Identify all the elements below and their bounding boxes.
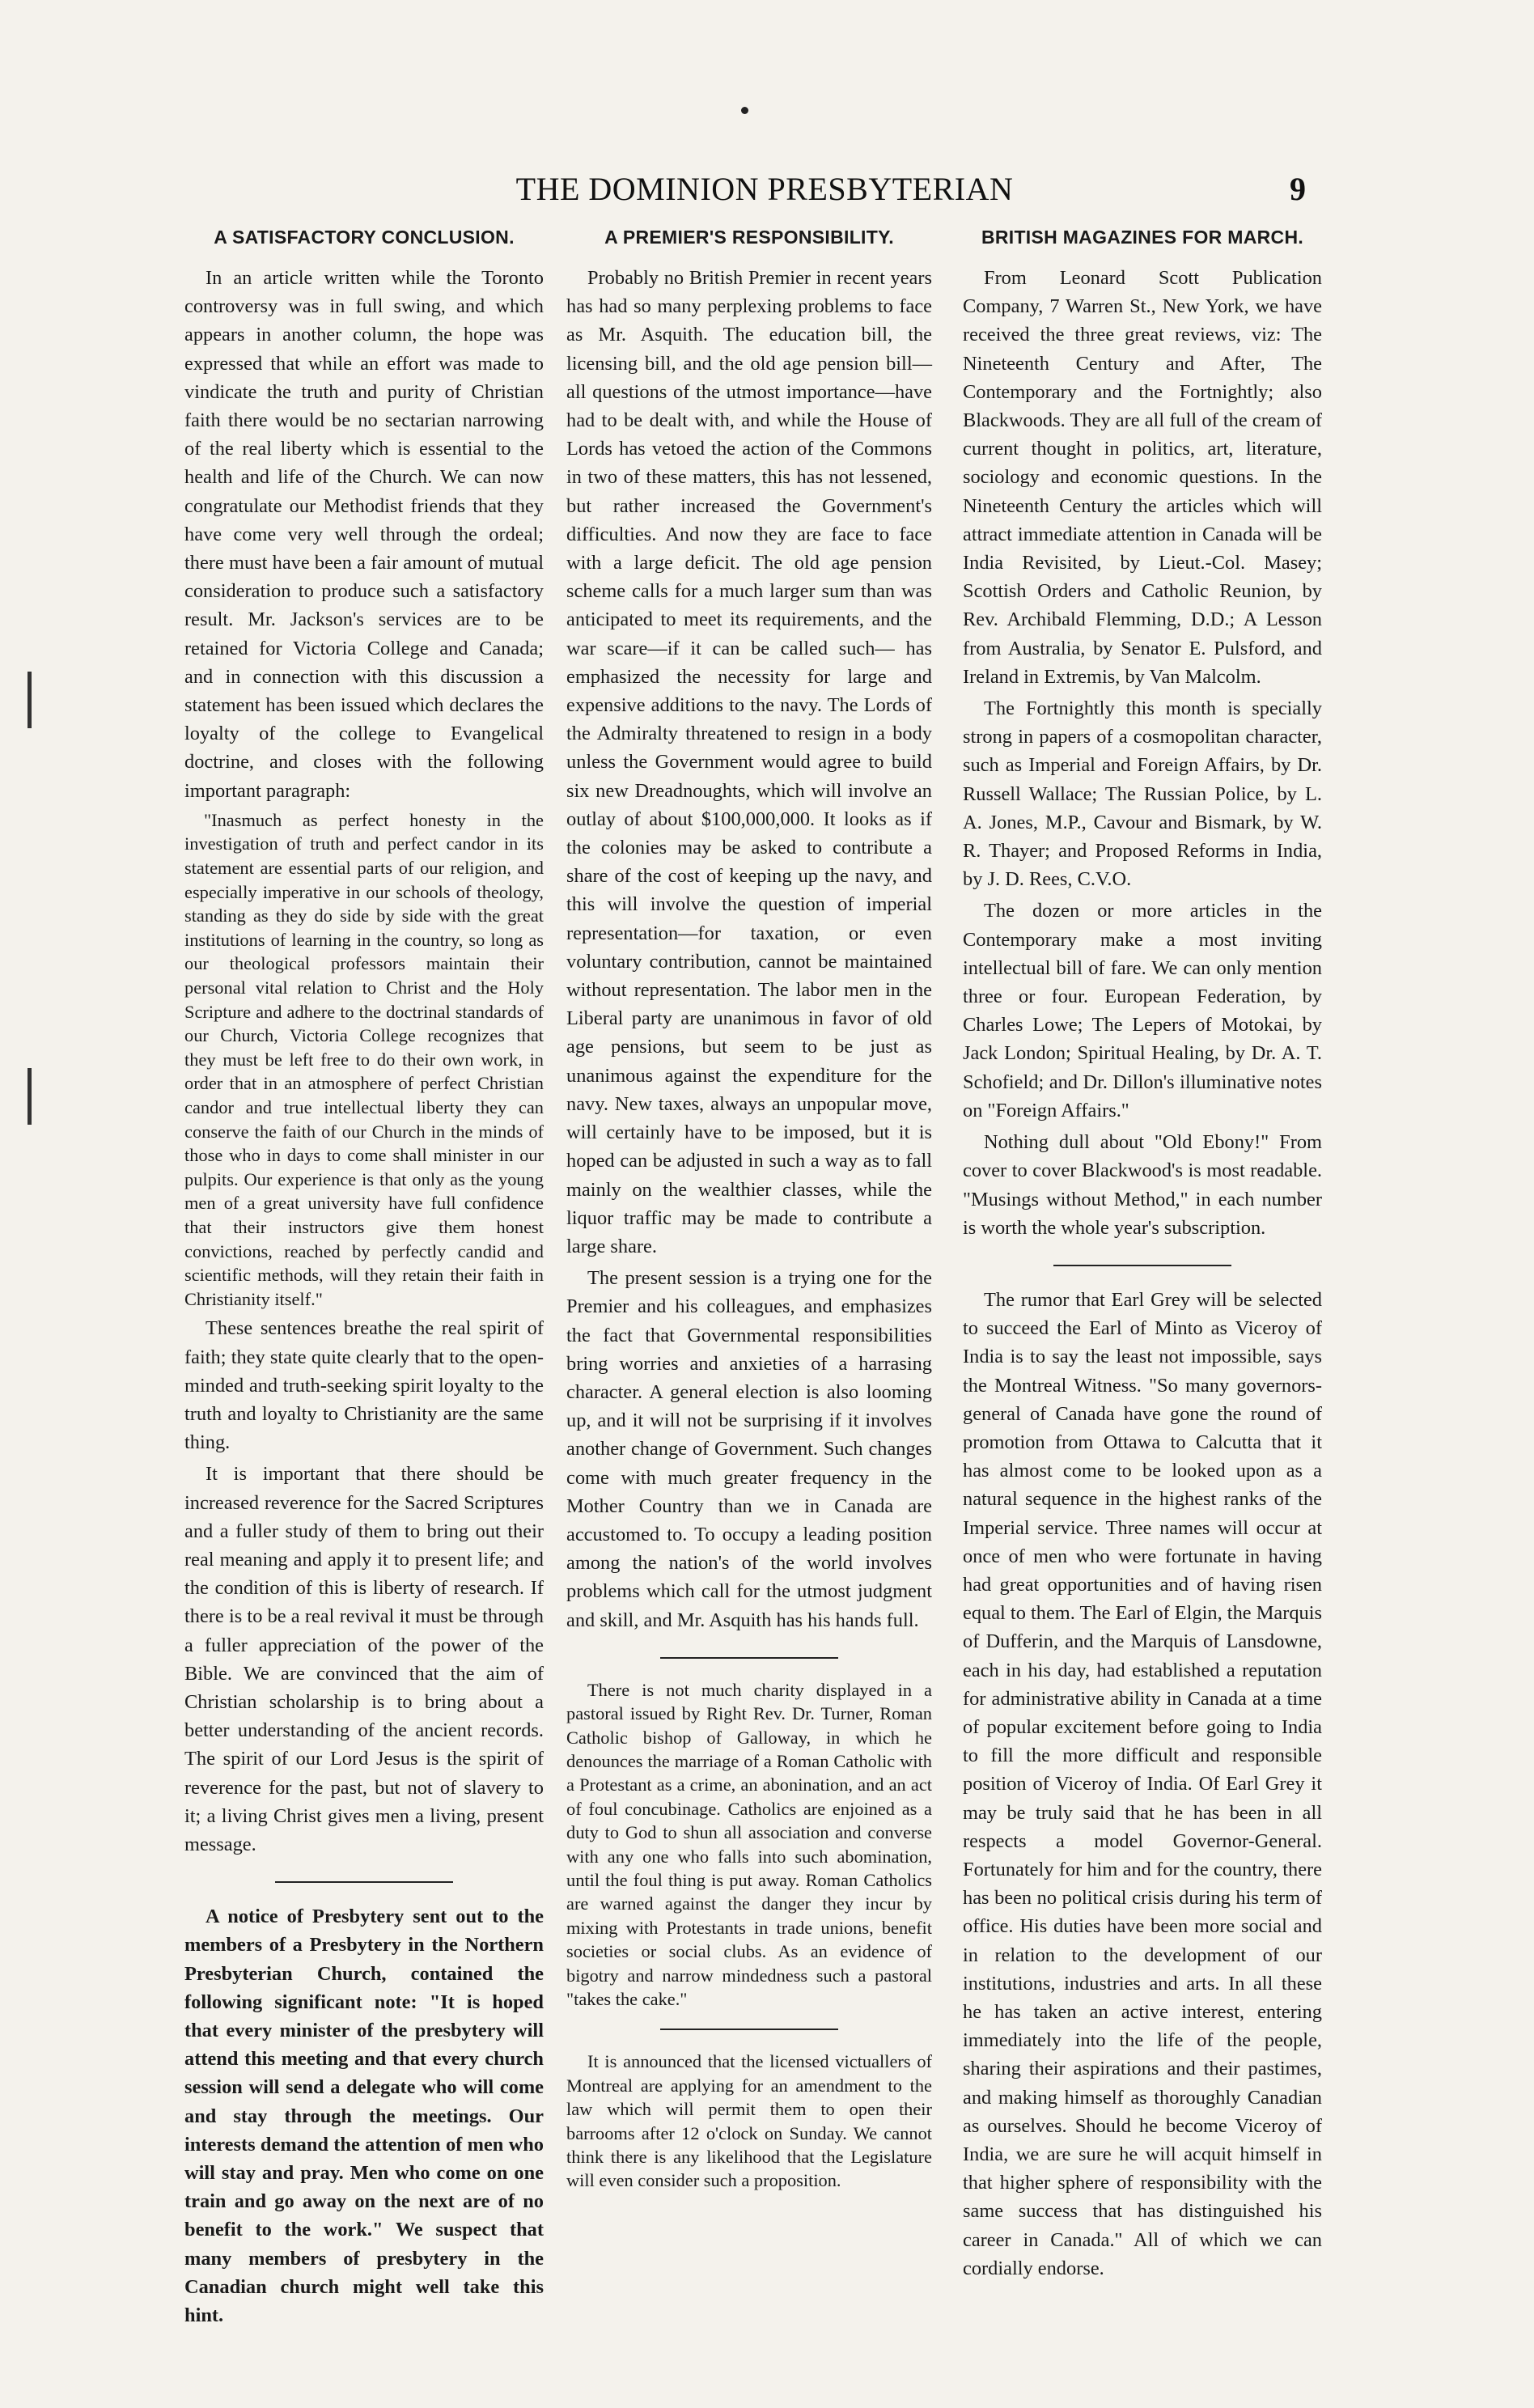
article-paragraph: From Leonard Scott Publication Company, 7 Warren St., New York, we have received the three great reviews, viz: The Nineteenth Century and After, The Contemporary and the Fortnightly; also Blackwoods. They are all full of the cream of current thought in politics, art, literature, sociology and economic questions. In the Nineteenth Century the articles which will attract immediate attention in Canada will be India Revisited, by Lieut.-Col. Masey; Scottish Orders and Catholic Reunion, by Rev. Archibald Flemming, D.D.; A Lesson from Australia, by Senator E. Pulsford, and Ireland in Extremis, by Van Malcolm. bbox=[963, 267, 1322, 688]
article-paragraph: It is important that there should be increased reverence for the Sacred Scriptures and a fuller study of them to bring out their real meaning and apply it to present life; and the condition of this is liberty of research. If there is to be a real revival it must be through a fuller appreciation of the power of the Bible. We are convinced that the aim of Christian scholarship is to bring about a better understanding of the ancient records. The spirit of our Lord Jesus is the spirit of reverence for the past, but not of slavery to it; a living Christ gives men a living, present message. bbox=[184, 1463, 544, 1855]
article-heading: BRITISH MAGAZINES FOR MARCH. bbox=[981, 227, 1304, 248]
article-paragraph: In an article written while the Toronto controversy was in full swing, and which appears in another column, the hope was expressed that while an effort was made to vindicate the truth and purity of Christian faith there would be no sectarian narrowing of the real liberty which is essential to the health and life of the Church. We can now congratulate our Methodist friends that they have come very well through the ordeal; there must have been a fair amount of mutual consideration to produce such a satisfactory result. Mr. Jackson's services are to be retained for Victoria College and Canada; and in connection with this discussion a statement has been issued which declares the loyalty of the college to Evangelical doctrine, and closes with the following important paragraph: bbox=[184, 267, 544, 802]
article-paragraph: There is not much charity displayed in a pastoral issued by Right Rev. Dr. Turner, Roman Catholic bishop of Galloway, in which he denounces the marriage of a Roman Catholic with a Protestant as a crime, an abonination, and an act of foul concubinage. Catholics are enjoined as a duty to God to shun all association and converse with any one who falls into such abomination, until the foul thing is put away. Roman Catholics are warned against the danger they incur by mixing with Protestants in trade unions, benefit societies or social clubs. As an evidence of bigotry and narrow mindedness such a pastoral "takes the cake." bbox=[566, 1679, 932, 2010]
article-heading: A PREMIER'S RESPONSIBILITY. bbox=[604, 227, 894, 248]
block-quote: "Inasmuch as perfect honesty in the investigation of truth and perfect candor in its statement are essential parts of our religion, and especially imperative in our schools of theology, standing as they do side by side with the great institutions of learning in the country, so long as our theological professors maintain their personal vital relation to Christ and the Holy Scripture and adhere to the doctrinal standards of our Church, Victoria College recognizes that they must be left free to do their own work, in order that in an atmosphere of perfect Christian candor and true intellectual liberty they can conserve the faith of our Church in the minds of those who in days to come shall minister in our pulpits. Our experience is that only as the young men of a great university have full confidence that their instructors give them honest convictions, reached by perfectly candid and scientific methods, will they retain their faith in Christianity itself." bbox=[184, 809, 544, 1309]
printer-dot bbox=[741, 107, 748, 114]
column-1 bbox=[184, 225, 544, 2333]
column-2 bbox=[566, 225, 932, 2196]
article-paragraph: It is announced that the licensed victuallers of Montreal are applying for an amendment to the law which will permit them to open their barrooms after 12 o'clock on Sunday. We cannot think there is any likelihood that the Legislature will even consider such a proposition. bbox=[566, 2051, 932, 2191]
masthead-title: THE DOMINION PRESBYTERIAN bbox=[515, 171, 1014, 207]
article-paragraph: The Fortnightly this month is specially strong in papers of a cosmopolitan character, such as Imperial and Foreign Affairs, by Dr. Russell Wallace; The Russian Police, by L. A. Jones, M.P., Cavour and Bismark, by W. R. Thayer; and Proposed Reforms in India, by J. D. Rees, C.V.O. bbox=[963, 697, 1322, 891]
column-3 bbox=[963, 225, 1322, 2286]
section-divider bbox=[660, 1657, 838, 1659]
section-divider bbox=[1053, 1265, 1231, 1266]
article-paragraph: The dozen or more articles in the Contemporary make a most inviting intellectual bill of fare. We can only mention three or four. European Federation, by Charles Lowe; The Lepers of Motokai, by Jack London; Spiritual Healing, by Dr. A. T. Schofield; and Dr. Dillon's illuminative notes on "Foreign Affairs." bbox=[963, 900, 1322, 1121]
article-paragraph: These sentences breathe the real spirit of faith; they state quite clearly that to the open-minded and truth-seeking spirit loyalty to the truth and loyalty to Christianity are the same thing. bbox=[184, 1317, 544, 1454]
section-divider bbox=[275, 1881, 453, 1883]
scan-binding-mark bbox=[28, 1068, 32, 1125]
article-paragraph: A notice of Presbytery sent out to the members of a Presbytery in the Northern Presbyterian Church, contained the following significant note: "It is hoped that every minister of the presbytery will attend this meeting and that every church session will send a delegate who will come and stay through the meetings. Our interests demand the attention of men who will stay and pray. Men who come on one train and go away on the next are of no benefit to the work." We suspect that many members of presbytery in the Canadian church might well take this hint. bbox=[184, 1906, 544, 2327]
article-paragraph: The rumor that Earl Grey will be selected to succeed the Earl of Minto as Viceroy of India is to say the least not impossible, says the Montreal Witness. "So many governors-general of Canada have gone the round of promotion from Ottawa to Calcutta that it has almost come to be looked upon as a natural sequence in the highest ranks of the Imperial service. Three names will occur at once of men who were fortunate in having had great opportunities and of having risen equal to them. The Earl of Elgin, the Marquis of Dufferin, and the Marquis of Lansdowne, each in his day, had established a reputation for administrative ability in Canada at a time of popular excitement before going to India to fill the more difficult and responsible position of Viceroy of India. Of Earl Grey it may be truly said that he has been in all respects a model Governor-General. Fortunately for him and for the country, there has been no political crisis during his term of office. His duties have been more social and in relation to the development of our institutions, industries and arts. In all these he has taken an active interest, entering immediately into the life of the people, sharing their aspirations and their pastimes, and making himself as thoroughly Canadian as ourselves. Should he become Viceroy of India, we are sure he will acquit himself in that higher sphere of responsibility with the same success that has distinguished his career in Canada." All of which we can cordially endorse. bbox=[963, 1288, 1322, 2279]
page-number: 9 bbox=[1290, 171, 1306, 207]
article-paragraph: Nothing dull about "Old Ebony!" From cover to cover Blackwood's is most readable. "Musings without Method," in each number is worth the whole year's subscription. bbox=[963, 1131, 1322, 1239]
article-paragraph: The present session is a trying one for the Premier and his colleagues, and emphasizes the fact that Governmental responsibilities bring worries and anxieties of a harrasing character. A general election is also looming up, and it will not be surprising if it involves another change of Government. Such changes come with much greater frequency in the Mother Country than we in Canada are accustomed to. To occupy a leading position among the nation's of the world involves problems which call for the utmost judgment and skill, and Mr. Asquith has his hands full. bbox=[566, 1267, 932, 1631]
article-heading: A SATISFACTORY CONCLUSION. bbox=[214, 227, 515, 248]
section-divider bbox=[660, 2029, 838, 2030]
article-paragraph: Probably no British Premier in recent years has had so many perplexing problems to face as Mr. Asquith. The education bill, the licensing bill, and the old age pension bill—all questions of the utmost importance—have had to be dealt with, and while the House of Lords has vetoed the action of the Commons in two of these matters, this has not lessened, but rather increased the Government's difficulties. And now they are face to face with a large deficit. The old age pension scheme calls for a much larger sum than was anticipated to meet its requirements, and the war scare—if it can be called such— has emphasized the necessity for large and expensive additions to the navy. The Lords of the Admiralty threatened to resign in a body unless the Government would agree to build six new Dreadnoughts, which will involve an outlay of about $100,000,000. It looks as if the colonies may be asked to contribute a share of the cost of keeping up the navy, and this will involve the question of imperial representation—for taxation, or even voluntary contribution, cannot be maintained without representation. The labor men in the Liberal party are unanimous in favor of old age pensions, but seem to be just as unanimous against the expenditure for the navy. New taxes, always an unpopular move, will certainly have to be imposed, but it is hoped can be adjusted in such a way as to fall mainly on the wealthier classes, while the liquor traffic may be made to contribute a large share. bbox=[566, 267, 932, 1257]
scan-binding-mark bbox=[28, 672, 32, 728]
